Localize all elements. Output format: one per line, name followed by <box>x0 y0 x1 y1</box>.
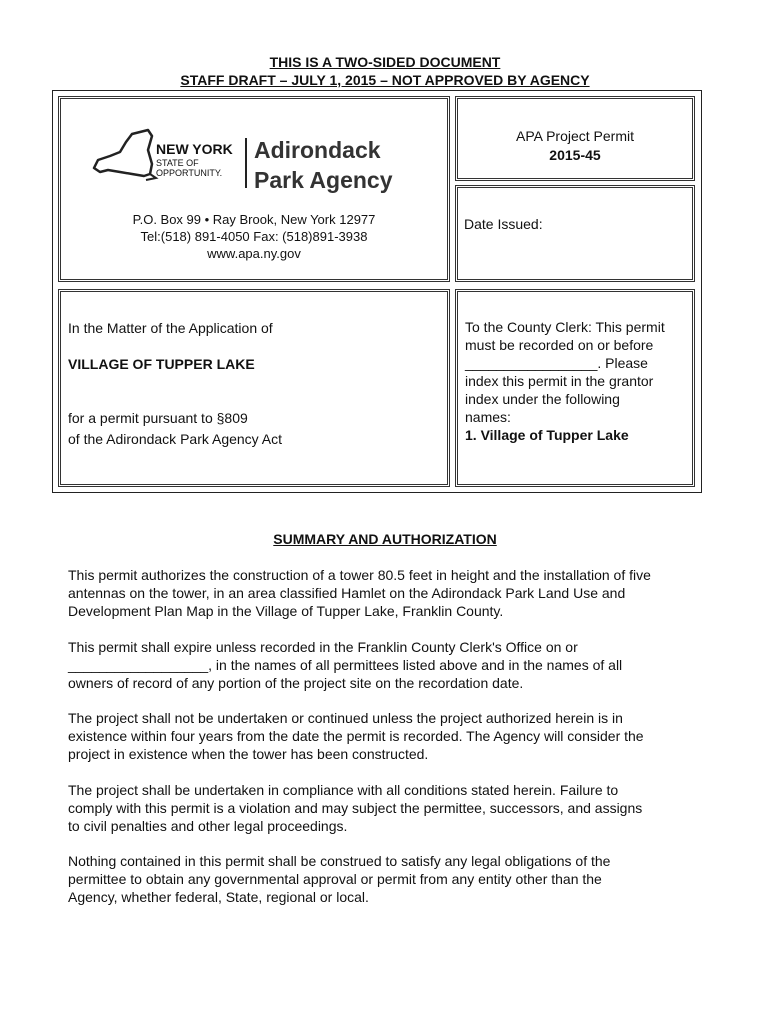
paragraph-line: comply with this permit is a violation and may subject the permittee, successors, and assigns <box>68 800 643 816</box>
agency-name-line1: Adirondack <box>254 137 381 163</box>
state-tagline-2: OPPORTUNITY. <box>156 168 223 178</box>
date-issued-label: Date Issued: <box>464 216 543 232</box>
paragraph-line: project in existence when the tower has been constructed. <box>68 746 429 762</box>
paragraph-line: Development Plan Map in the Village of Tupper Lake, Franklin County. <box>68 603 504 619</box>
summary-paragraph-compliance <box>68 781 708 835</box>
clerk-instruction-line: names: <box>465 409 511 425</box>
grantor-name: 1. Village of Tupper Lake <box>465 427 629 443</box>
state-name: NEW YORK <box>156 141 233 157</box>
summary-title: SUMMARY AND AUTHORIZATION <box>273 531 497 547</box>
paragraph-line: This permit authorizes the construction of a tower 80.5 feet in height and the installation of five <box>68 567 651 583</box>
paragraph-line: Agency, whether federal, State, regional or local. <box>68 889 369 905</box>
state-tagline-1: STATE OF <box>156 158 199 168</box>
permit-number: 2015-45 <box>549 147 601 163</box>
clerk-instruction-line: To the County Clerk: This permit <box>465 319 665 335</box>
clerk-instruction-line: _________________. Please <box>465 355 648 371</box>
permit-label: APA Project Permit <box>515 128 634 144</box>
document-notice: THIS IS A TWO-SIDED DOCUMENT <box>269 54 501 70</box>
clerk-instruction-line: index this permit in the grantor <box>465 373 654 389</box>
paragraph-line: permittee to obtain any governmental approval or permit from any entity other than the <box>68 871 602 887</box>
paragraph-line: The project shall not be undertaken or continued unless the project authorized herein is in <box>68 710 623 726</box>
paragraph-line: to civil penalties and other legal proceedings. <box>68 818 348 834</box>
paragraph-line: Nothing contained in this permit shall be construed to satisfy any legal obligations of the <box>68 853 611 869</box>
paragraph-line: existence within four years from the date the permit is recorded. The Agency will consider the <box>68 728 644 744</box>
summary-paragraph-authorization <box>68 566 708 620</box>
agency-logo <box>92 126 402 196</box>
summary-paragraph-expiration <box>68 638 708 692</box>
clerk-instruction-line: index under the following <box>465 391 620 407</box>
paragraph-line: This permit shall expire unless recorded in the Franklin County Clerk's Office on or <box>68 639 578 655</box>
agency-address: P.O. Box 99 • Ray Brook, New York 12977 <box>132 212 376 227</box>
matter-act: of the Adirondack Park Agency Act <box>68 431 283 447</box>
clerk-instruction-line: must be recorded on or before <box>465 337 654 353</box>
matter-statute: for a permit pursuant to §809 <box>68 410 248 426</box>
paragraph-line: The project shall be undertaken in compliance with all conditions stated herein. Failure to <box>68 782 619 798</box>
matter-intro: In the Matter of the Application of <box>68 320 273 336</box>
paragraph-line: antennas on the tower, in an area classified Hamlet on the Adirondack Park Land Use and <box>68 585 626 601</box>
date-issued-box <box>455 185 695 282</box>
agency-website: www.apa.ny.gov <box>207 246 301 261</box>
draft-notice: STAFF DRAFT – JULY 1, 2015 – NOT APPROVED BY AGENCY <box>180 72 590 88</box>
matter-box <box>58 289 450 487</box>
summary-paragraph-existence <box>68 709 708 763</box>
applicant-name: VILLAGE OF TUPPER LAKE <box>68 356 255 372</box>
summary-paragraph-obligations <box>68 852 708 906</box>
agency-phone-fax: Tel:(518) 891-4050 Fax: (518)891-3938 <box>140 229 368 244</box>
new-york-state-outline-icon <box>94 130 152 176</box>
agency-name-line2: Park Agency <box>254 167 393 193</box>
paragraph-line: owners of record of any portion of the project site on the recordation date. <box>68 675 524 691</box>
paragraph-line: __________________, in the names of all permittees listed above and in the names of all <box>68 657 623 673</box>
